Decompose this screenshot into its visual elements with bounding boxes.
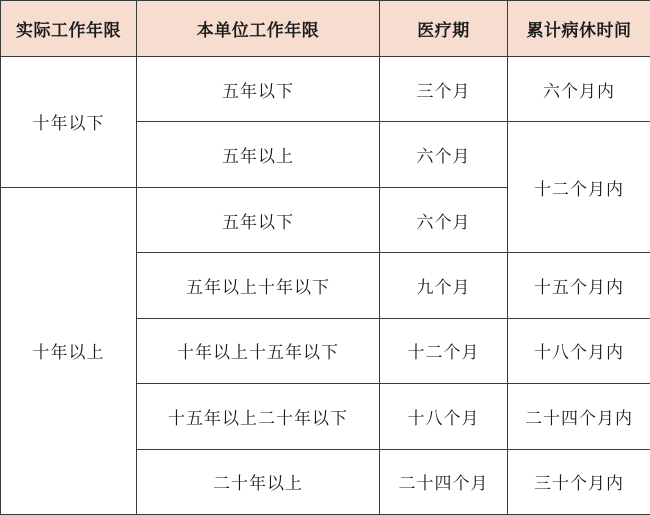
cell-unit-years: 五年以上 bbox=[137, 122, 380, 187]
column-header-sick-leave: 累计病休时间 bbox=[508, 1, 650, 57]
column-header-medical-period: 医疗期 bbox=[380, 1, 508, 57]
cell-medical-period: 六个月 bbox=[380, 187, 508, 252]
cell-sick-leave: 二十四个月内 bbox=[508, 384, 650, 449]
column-header-actual-years: 实际工作年限 bbox=[1, 1, 137, 57]
column-header-unit-years: 本单位工作年限 bbox=[137, 1, 380, 57]
cell-actual-years: 十年以上 bbox=[1, 187, 137, 514]
cell-medical-period: 三个月 bbox=[380, 57, 508, 122]
table-header-row bbox=[1, 1, 650, 57]
cell-medical-period: 二十四个月 bbox=[380, 449, 508, 514]
table-header bbox=[1, 1, 650, 57]
cell-sick-leave: 六个月内 bbox=[508, 57, 650, 122]
cell-sick-leave: 十八个月内 bbox=[508, 318, 650, 383]
cell-medical-period: 九个月 bbox=[380, 253, 508, 318]
cell-unit-years: 二十年以上 bbox=[137, 449, 380, 514]
cell-unit-years: 十年以上十五年以下 bbox=[137, 318, 380, 383]
table-row bbox=[1, 57, 650, 122]
cell-unit-years: 十五年以上二十年以下 bbox=[137, 384, 380, 449]
cell-sick-leave: 十五个月内 bbox=[508, 253, 650, 318]
cell-unit-years: 五年以下 bbox=[137, 187, 380, 252]
cell-medical-period: 十八个月 bbox=[380, 384, 508, 449]
cell-unit-years: 五年以上十年以下 bbox=[137, 253, 380, 318]
cell-unit-years: 五年以下 bbox=[137, 57, 380, 122]
cell-sick-leave: 三十个月内 bbox=[508, 449, 650, 514]
cell-sick-leave: 十二个月内 bbox=[508, 122, 650, 253]
cell-actual-years: 十年以下 bbox=[1, 57, 137, 188]
cell-medical-period: 十二个月 bbox=[380, 318, 508, 383]
cell-medical-period: 六个月 bbox=[380, 122, 508, 187]
table-body bbox=[1, 57, 650, 515]
